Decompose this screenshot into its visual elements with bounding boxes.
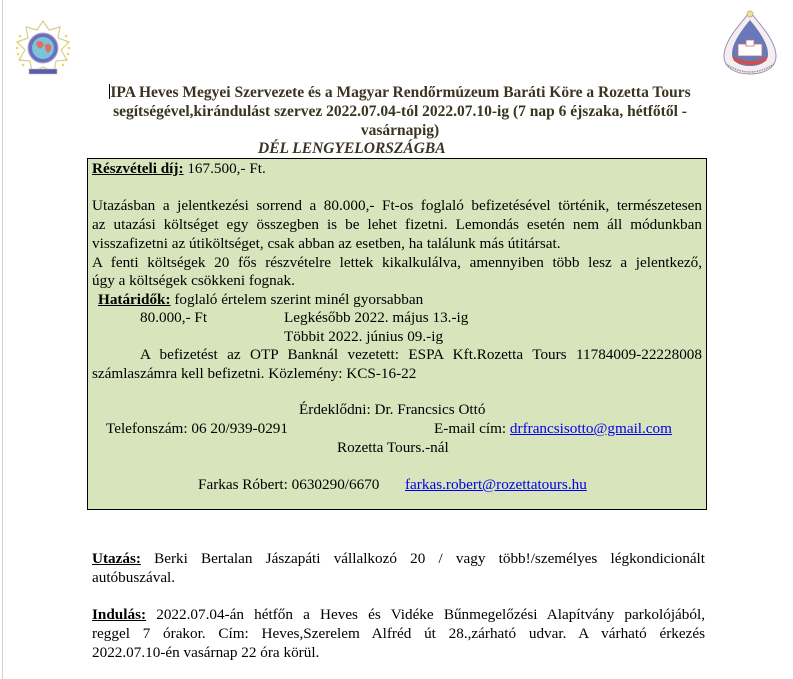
travel-line-1: Utazás: Berki Bertalan Jászapáti vállalkozó 20 / vagy több!/személyes légkondicionált (92, 550, 705, 567)
signup-text-line-1: Utazásban a jelentkezési sorrend a 80.000,- Ft-os foglaló befizetésével történik, természetesen (92, 197, 702, 214)
travel-paragraph (92, 549, 705, 587)
deadline-label: Határidők: (98, 291, 171, 308)
email-link-2[interactable]: farkas.robert@rozettatours.hu (405, 476, 587, 493)
document-title (92, 83, 708, 140)
bank-text-line-1: A befizetést az OTP Banknál vezetett: ESPA Kft.Rozetta Tours 11784009-22228008 (140, 346, 702, 363)
email-link[interactable]: drfrancsisotto@gmail.com (509, 420, 672, 437)
departure-line-3: 2022.07.10-én vasárnap 22 óra körül. (92, 644, 320, 661)
title-line-3: vasárnapig) (360, 122, 440, 139)
signup-text-line-2: az utazási költséget egy összegben is be lehet fizetni. Lemondás esetén nem áll módunkban (92, 216, 702, 233)
agency-text: Rozetta Tours.-nál (337, 439, 449, 456)
deadline-line (98, 291, 423, 310)
document-subtitle: DÉL LENGYELORSZÁGBA (258, 140, 446, 157)
fee-value: 167.500,- Ft. (183, 160, 266, 177)
police-museum-logo-icon (718, 8, 782, 80)
travel-line-2: autóbuszával. (92, 569, 176, 586)
fee-label: Részvételi díj: (92, 160, 184, 177)
cost-text-line-2: úgy a költségek csökkeni fognak. (92, 272, 295, 289)
travel-label: Utazás: (92, 550, 141, 567)
contact-email-line (434, 420, 672, 439)
bank-text-line-2: számlaszámra kell befizetni. Közlemény: KCS-16-22 (92, 365, 417, 382)
second-contact: Farkas Róbert: 0630290/6670 (198, 476, 380, 493)
fee-line (92, 160, 266, 179)
departure-line-2: reggel 7 órakor. Cím: Heves,Szerelem Alfréd út 28.,zárható udvar. A várható érkezés (92, 625, 705, 642)
deposit-deadline: Legkésőbb 2022. május 13.-ig (284, 309, 469, 326)
title-line-2: segítségével,kirándulást szervez 2022.07.04-tól 2022.07.10-ig (7 nap 6 éjszaka, hétfőtől - (113, 103, 687, 120)
email-label: E-mail cím: (434, 420, 510, 437)
title-line-1: IPA Heves Megyei Szervezete és a Magyar Rendőrmúzeum Baráti Köre a Rozetta Tours (110, 84, 691, 101)
signup-text-line-3: visszafizetni az útiköltséget, csak abban az esetben, ha találunk más útitársat. (92, 235, 561, 252)
rest-deadline: Többit 2022. június 09.-ig (284, 328, 444, 345)
departure-line-1: Indulás: 2022.07.04-án hétfőn a Heves és Vidéke Bűnmegelőzési Alapítvány parkolójából, (92, 606, 705, 623)
second-contact-email (405, 476, 587, 495)
info-box (87, 158, 707, 510)
departure-label: Indulás: (92, 606, 147, 623)
contact-phone: Telefonszám: 06 20/939-0291 (106, 420, 288, 437)
deposit-amount: 80.000,- Ft (140, 309, 208, 326)
contact-name: Érdeklődni: Dr. Francsics Ottó (299, 401, 486, 418)
page-edge (2, 0, 3, 679)
ipa-logo-icon (12, 18, 74, 80)
departure-paragraph (92, 605, 705, 662)
cost-text-line-1: A fenti költségek 20 fős részvételre lettek kikalkulálva, amennyiben több lesz a jelentkező, (92, 254, 702, 271)
deadline-text: foglaló értelem szerint minél gyorsabban (170, 291, 424, 308)
